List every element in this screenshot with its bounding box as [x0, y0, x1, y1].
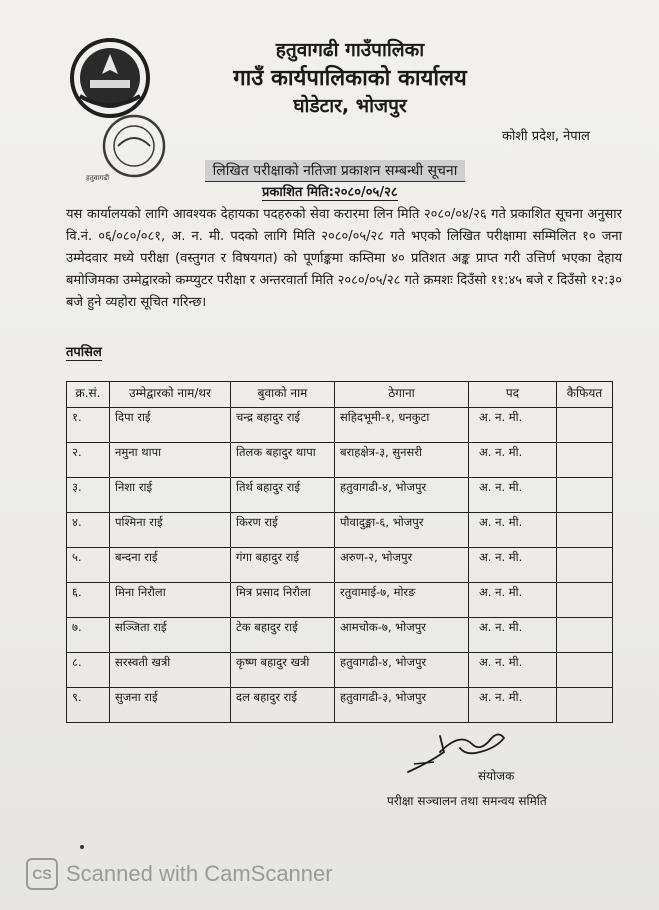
watermark-text: Scanned with CamScanner: [66, 861, 333, 886]
government-emblem-stamp: [66, 34, 184, 182]
cell-remarks: [557, 688, 613, 723]
col-remarks: कैफियत: [557, 382, 613, 408]
cell-candidate-name: पश्मिना राई: [110, 513, 231, 548]
col-serial: क्र.सं.: [67, 382, 110, 408]
cell-post: अ. न. मी.: [469, 688, 557, 723]
cell-remarks: [557, 513, 613, 548]
table-row: [67, 653, 613, 688]
cell-address: आमचोक-७, भोजपुर: [335, 618, 469, 653]
cell-father-name: मित्र प्रसाद निरौला: [231, 583, 335, 618]
cell-candidate-name: बन्दना राई: [110, 548, 231, 583]
cell-father-name: तिलक बहादुर थापा: [231, 443, 335, 478]
cell-remarks: [557, 653, 613, 688]
cell-address: सहिदभूमी-१, धनकुटा: [335, 408, 469, 443]
scanner-watermark: [26, 858, 333, 890]
cell-father-name: तिर्थ बहादुर राई: [231, 478, 335, 513]
coordinator-label: संयोजक: [478, 769, 515, 783]
table-row: [67, 513, 613, 548]
cell-remarks: [557, 548, 613, 583]
cell-post: अ. न. मी.: [469, 513, 557, 548]
cell-father-name: चन्द्र बहादुर राई: [231, 408, 335, 443]
committee-name: परीक्षा सञ्चालन तथा समन्वय समिति: [387, 794, 547, 808]
cell-father-name: दल बहादुर राई: [231, 688, 335, 723]
col-candidate-name: उम्मेद्वारको नाम/थर: [110, 382, 231, 408]
notice-body: यस कार्यालयको लागि आवश्यक देहायका पदहरुको सेवा करारमा लिन मिति २०८०/०४/२६ गते प्रकाशित सूचना अनुसार वि.नं. ०६/०८०/०८१, अ. न. मी. पदको लागि मिति २०८०/०५/२८ गते भएको लिखित परीक्षामा सम्मिलित १० जना उम्मेदवार मध्ये परीक्षा (वस्तुगत र विषयगत) को पूर्णाङ्कमा कम्तिमा ४० प्रतिशत अङ्क प्राप्त गरी उत्तिर्ण भएका देहाय बमोजिमका उम्मेद्वारको कम्प्युटर परीक्षा र अन्तरवार्ता मिति २०८०/०५/२८ गते क्रमशः दिउँसो ११:४५ बजे र दिउँसो १२:३० बजे हुने व्यहोरा सूचित गरिन्छ।: [66, 207, 622, 310]
cell-candidate-name: निशा राई: [110, 478, 231, 513]
published-date: प्रकाशित मिति:२०८०/०५/२८: [262, 182, 398, 201]
table-row: [67, 583, 613, 618]
cell-father-name: कृष्ण बहादुर खत्री: [231, 653, 335, 688]
cell-post: अ. न. मी.: [469, 443, 557, 478]
candidate-table: [66, 381, 613, 723]
cell-remarks: [557, 443, 613, 478]
office-location: घोडेटार, भोजपुर: [293, 95, 407, 117]
cell-serial: २.: [67, 443, 110, 478]
cell-serial: १.: [67, 408, 110, 443]
col-father-name: बुवाको नाम: [231, 382, 335, 408]
municipality-name: हतुवागढी गाउँपालिका: [275, 39, 425, 61]
cell-father-name: किरण राई: [231, 513, 335, 548]
cell-post: अ. न. मी.: [469, 478, 557, 513]
table-row: [67, 408, 613, 443]
table-row: [67, 618, 613, 653]
ink-dot: [80, 845, 84, 849]
table-row: [67, 548, 613, 583]
cell-candidate-name: मिना निरौला: [110, 583, 231, 618]
cell-address: पौवादुङ्मा-६, भोजपुर: [335, 513, 469, 548]
cell-father-name: टेक बहादुर राई: [231, 618, 335, 653]
col-post: पद: [469, 382, 557, 408]
cell-candidate-name: सरस्वती खत्री: [110, 653, 231, 688]
cell-address: रतुवामाई-७, मोरङ: [335, 583, 469, 618]
camscanner-logo-icon: CS: [26, 858, 58, 890]
cell-remarks: [557, 408, 613, 443]
cell-post: अ. न. मी.: [469, 548, 557, 583]
cell-remarks: [557, 583, 613, 618]
cell-serial: ३.: [67, 478, 110, 513]
table-row: [67, 478, 613, 513]
cell-candidate-name: सञ्जिता राई: [110, 618, 231, 653]
province-label: कोशी प्रदेश, नेपाल: [502, 129, 590, 144]
svg-text:हतुवागढी: हतुवागढी: [86, 174, 110, 182]
cell-serial: ९.: [67, 688, 110, 723]
cell-candidate-name: नमुना थापा: [110, 443, 231, 478]
cell-candidate-name: सुजना राई: [110, 688, 231, 723]
table-row: [67, 443, 613, 478]
cell-address: अरुण-२, भोजपुर: [335, 548, 469, 583]
cell-serial: ८.: [67, 653, 110, 688]
cell-candidate-name: दिपा राई: [110, 408, 231, 443]
table-row: [67, 688, 613, 723]
cell-post: अ. न. मी.: [469, 408, 557, 443]
cell-serial: ४.: [67, 513, 110, 548]
col-address: ठेगाना: [335, 382, 469, 408]
cell-serial: ५.: [67, 548, 110, 583]
office-name: गाउँ कार्यपालिकाको कार्यालय: [233, 66, 467, 91]
cell-remarks: [557, 618, 613, 653]
cell-post: अ. न. मी.: [469, 583, 557, 618]
cell-post: अ. न. मी.: [469, 618, 557, 653]
cell-address: हतुवागढी-४, भोजपुर: [335, 478, 469, 513]
cell-father-name: गंगा बहादुर राई: [231, 548, 335, 583]
cell-serial: ७.: [67, 618, 110, 653]
cell-serial: ६.: [67, 583, 110, 618]
cell-address: हतुवागढी-४, भोजपुर: [335, 653, 469, 688]
details-heading: तपसिल: [66, 342, 102, 361]
cell-address: बराहक्षेत्र-३, सुनसरी: [335, 443, 469, 478]
table-header-row: [67, 382, 613, 408]
cell-post: अ. न. मी.: [469, 653, 557, 688]
cell-address: हतुवागढी-३, भोजपुर: [335, 688, 469, 723]
cell-remarks: [557, 478, 613, 513]
notice-title: लिखित परीक्षाको नतिजा प्रकाशन सम्बन्धी सूचना: [205, 160, 465, 182]
